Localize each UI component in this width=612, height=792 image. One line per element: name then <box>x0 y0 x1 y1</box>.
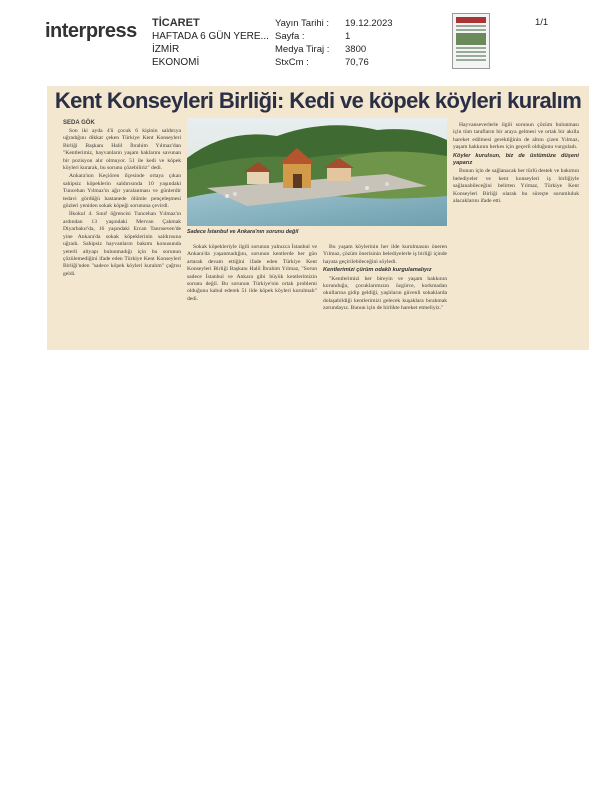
article-headline: Kent Konseyleri Birliği: Kedi ve köpek köyleri kuralım <box>54 88 582 113</box>
paragraph: "Kentlerimizi her bireyin ve yaşam hakkının korunduğu, çocuklarımızın özgürce, korkmadan okullarına gidip geldiği, yaşlıların güvenli sokaklarda dolaşabildiği kentlerimizi gelecek kuşaklara bırakmak zorundayız. Bunun için de birlikte hareket etmeliyiz." <box>323 275 447 312</box>
thumbnail-line <box>456 25 486 27</box>
article-photo <box>187 118 447 226</box>
paragraph: Bunun için de sağlanacak her türlü destek ve bakımın belediyeler ve kent konseyleri iş birliğiyle sağlanabileceğini belirten Yılmaz, Türkiye Kent Konseyleri Birliği olarak bu süreçte sorumluluk alacaklarını ifade etti. <box>453 168 579 205</box>
article-column-4 <box>453 122 579 206</box>
metric-value: 70,76 <box>345 57 369 68</box>
metric-row-page <box>275 30 425 43</box>
metric-label: Sayfa : <box>275 31 305 42</box>
article-subheading: Köyler kurulsun, biz de üstümüze düşeni yaparız <box>453 152 579 167</box>
news-clipping <box>47 86 589 350</box>
paragraph: İlkokul 4. Sınıf öğrencisi Tuncehan Yılmaz'ın ardından 13 yaşındaki Mervan Çakmak Diyarbakır'da, 16 yaşındaki Ercan Tanrıseven'de yine Ankara'da sokak köpeklerinin saldırısına uğradı. Sahipsiz hayvanların bakımı konusunda yeterli altyapı bulunmadığı için bu sorunun çözülemediğini ifade eden Türkiye Kent Konseyleri Birliği'nden "sadece köpek köyleri kuralım" çağrısı geldi. <box>63 211 181 277</box>
frequency-label: HAFTADA 6 GÜN YERE... <box>152 31 269 42</box>
paragraph: Bu yaşam köylerinin her ilde kurulmasını öneren Yılmaz, çözüm önerisinin belediyelerle iş birliği içinde hayata geçirilebileceğini söyledi. <box>323 244 447 265</box>
thumbnail-line <box>456 51 486 53</box>
interpress-logo: interpress <box>45 20 137 42</box>
metric-row-date <box>275 17 425 30</box>
paragraph: Ankara'nın Keçiören ilçesinde ortaya çıkan sahipsiz köpeklerin saldırısında 10 yaşındaki Tuncehan Yılmaz'ın ağır yaralanması ve günlerdir tedavi gördüğü hastanede ölümle pençeleşmesi gözleri yeniden sokak köpeği sorununa çevirdi. <box>63 173 181 210</box>
section-label: EKONOMİ <box>152 57 200 68</box>
photo-caption: Sadece İstanbul ve Ankara'nın sorunu değil <box>187 229 299 235</box>
metric-row-stxcm <box>275 56 425 69</box>
article-column-1 <box>63 128 181 279</box>
article-subheading: Kentlerimizi çürüm odaklı kurgulamalıyız <box>323 267 432 274</box>
page-counter: 1/1 <box>535 17 549 28</box>
metric-row-circulation <box>275 43 425 56</box>
thumbnail-header <box>456 17 486 23</box>
city-label: İZMİR <box>152 44 180 55</box>
thumbnail-line <box>456 55 486 57</box>
paragraph: Sokak köpekleriyle ilgili sorunun yalnızca İstanbul ve Ankara'da yaşanmadığını, sorunun kentlerde her gün artarak devam ettiğini ifade eden Türkiye Kent Konseyleri Birliği Başkanı Halil İbrahim Yılmaz, "Sorun sadece İstanbul ve Ankara gibi büyük kentlerimizin sorunu değil. Bu sorunun Türkiye'nin ortak problemi olduğunu kabul ederek 51 ilde köpek köyleri kurulmalı" dedi. <box>187 244 317 302</box>
publication-metrics <box>275 17 425 69</box>
article-column-2 <box>187 244 317 304</box>
paragraph: Son iki ayda 4'ü çocuk 6 kişinin saldırıya uğradığını dikkat çeken Türkiye Kent Konseyleri Birliği Başkanı Halil İbrahim Yılmaz'dan "Kentlerimiz, hayvanların yaşam haklarını savunan bir pozisyon alır olmuyor. 51 ile kedi ve köpek köyleri kurarak, bu sorunu çözebiliriz" dedi. <box>63 128 181 172</box>
thumbnail-line <box>456 47 486 49</box>
metric-value: 1 <box>345 31 351 42</box>
thumbnail-line <box>456 59 486 61</box>
metric-label: Medya Tiraj : <box>275 44 330 55</box>
metric-value: 19.12.2023 <box>345 18 393 29</box>
metric-label: Yayın Tarihi : <box>275 18 330 29</box>
metric-label: StxCm : <box>275 57 309 68</box>
thumbnail-line <box>456 29 486 31</box>
article-byline: SEDA GÖK <box>63 120 95 126</box>
paragraph: Hayvanseverlerle ilgili sorunun çözüm bulunması için tüm tarafların bir araya gelmesi ve ortak bir akılla hareket edilmesi gerektiğinin de altını çizen Yılmaz, yaşam hakkının herkes için geçerli olduğunu vurguladı. <box>453 122 579 151</box>
page-thumbnail[interactable] <box>452 13 490 69</box>
publication-info <box>152 17 269 69</box>
thumbnail-photo <box>456 33 486 45</box>
article-column-3 <box>323 244 447 314</box>
category-label: TİCARET <box>152 17 200 29</box>
metric-value: 3800 <box>345 44 367 55</box>
